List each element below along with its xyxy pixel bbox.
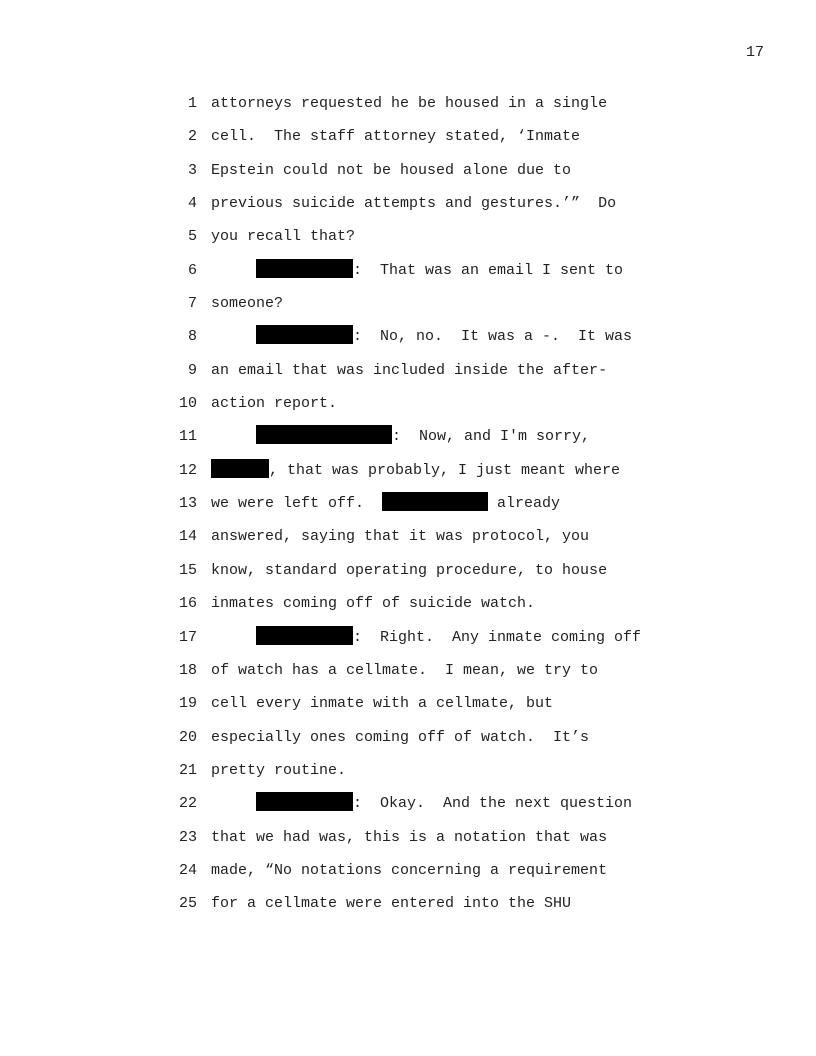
line-number: 16 (178, 595, 197, 613)
line-text (211, 492, 560, 515)
line-text: inmates coming off of suicide watch. (211, 595, 536, 613)
transcript-line (170, 92, 690, 125)
line-text: that we had was, this is a notation that was (211, 828, 608, 846)
line-number: 11 (178, 428, 197, 446)
line-number: 1 (187, 95, 197, 112)
line-text: Epstein could not be housed alone due to (211, 161, 572, 179)
line-text: know, standard operating procedure, to house (211, 561, 608, 579)
line-text: of watch has a cellmate. I mean, we try to (211, 661, 599, 679)
line-text-before: we were left off. (211, 495, 383, 513)
line-text-before (211, 262, 256, 279)
transcript-line (170, 726, 690, 759)
line-text: you recall that? (211, 228, 356, 246)
line-number: 10 (178, 395, 197, 413)
line-text-after: : Okay. And the next question (353, 795, 633, 813)
line-text: pretty routine. (211, 761, 347, 779)
line-text-after: : Right. Any inmate coming off (353, 628, 642, 646)
transcript-line (170, 826, 690, 859)
transcript-line (170, 225, 690, 258)
line-number: 6 (187, 261, 197, 279)
line-text-after: already (488, 495, 561, 513)
line-text (211, 325, 632, 348)
transcript-body (170, 92, 690, 926)
line-number: 19 (178, 695, 197, 713)
line-text-after: : No, no. It was a -. It was (353, 328, 633, 346)
line-text-before (211, 629, 256, 646)
line-text-after: : Now, and I'm sorry, (392, 428, 591, 446)
line-number: 8 (187, 328, 197, 346)
line-number: 18 (178, 661, 197, 679)
line-text (211, 425, 590, 448)
line-number: 12 (178, 461, 197, 479)
transcript-line (170, 559, 690, 592)
line-text (211, 259, 623, 282)
transcript-line (170, 692, 690, 725)
line-text: an email that was included inside the after- (211, 361, 608, 379)
transcript-line (170, 192, 690, 225)
line-number: 22 (178, 795, 197, 813)
transcript-line (170, 592, 690, 625)
line-text: for a cellmate were entered into the SHU (211, 895, 572, 913)
redaction-box (256, 425, 392, 444)
line-number: 5 (187, 228, 197, 246)
line-text (211, 459, 620, 482)
line-number: 2 (187, 128, 197, 146)
line-text: answered, saying that it was protocol, you (211, 528, 590, 546)
transcript-line (170, 392, 690, 425)
line-number: 14 (178, 528, 197, 546)
redaction-box (256, 626, 353, 645)
line-text: made, “No notations concerning a requirement (211, 861, 608, 879)
line-text-after: : That was an email I sent to (353, 261, 624, 279)
transcript-line (170, 859, 690, 892)
transcript-line (170, 125, 690, 158)
line-text: action report. (211, 395, 338, 413)
line-text (211, 626, 641, 649)
transcript-line (170, 259, 690, 292)
transcript-line (170, 659, 690, 692)
transcript-line (170, 159, 690, 192)
line-text-before (211, 428, 256, 445)
line-number: 17 (178, 628, 197, 646)
transcript-line (170, 792, 690, 825)
line-number: 24 (178, 861, 197, 879)
line-text: cell every inmate with a cellmate, but (211, 695, 554, 713)
line-number: 4 (187, 195, 197, 213)
line-text-before (211, 795, 256, 812)
redaction-box (256, 792, 353, 811)
redaction-box (211, 459, 269, 478)
line-text: previous suicide attempts and gestures.’” Do (211, 195, 617, 213)
line-number: 21 (178, 761, 197, 779)
transcript-line (170, 459, 690, 492)
line-number: 3 (187, 161, 197, 179)
line-text (211, 792, 632, 815)
line-number: 13 (178, 495, 197, 513)
line-text: someone? (211, 295, 284, 313)
line-text-before (211, 328, 256, 345)
line-number: 20 (178, 728, 197, 746)
transcript-line (170, 892, 690, 925)
transcript-line (170, 359, 690, 392)
transcript-line (170, 626, 690, 659)
transcript-line (170, 759, 690, 792)
line-number: 25 (178, 895, 197, 913)
transcript-line (170, 425, 690, 458)
line-number: 23 (178, 828, 197, 846)
line-number: 15 (178, 561, 197, 579)
line-number: 7 (187, 295, 197, 313)
transcript-line (170, 492, 690, 525)
redaction-box (256, 325, 353, 344)
line-text: cell. The staff attorney stated, ‘Inmate (211, 128, 581, 146)
line-text: attorneys requested he be housed in a single (211, 95, 608, 112)
line-number: 9 (187, 361, 197, 379)
redaction-box (382, 492, 488, 511)
redaction-box (256, 259, 353, 278)
page-number: 17 (745, 44, 764, 61)
line-text-after: , that was probably, I just meant where (269, 461, 621, 479)
transcript-line (170, 525, 690, 558)
transcript-line (170, 292, 690, 325)
transcript-line (170, 325, 690, 358)
line-text: especially ones coming off of watch. It’s (211, 728, 590, 746)
